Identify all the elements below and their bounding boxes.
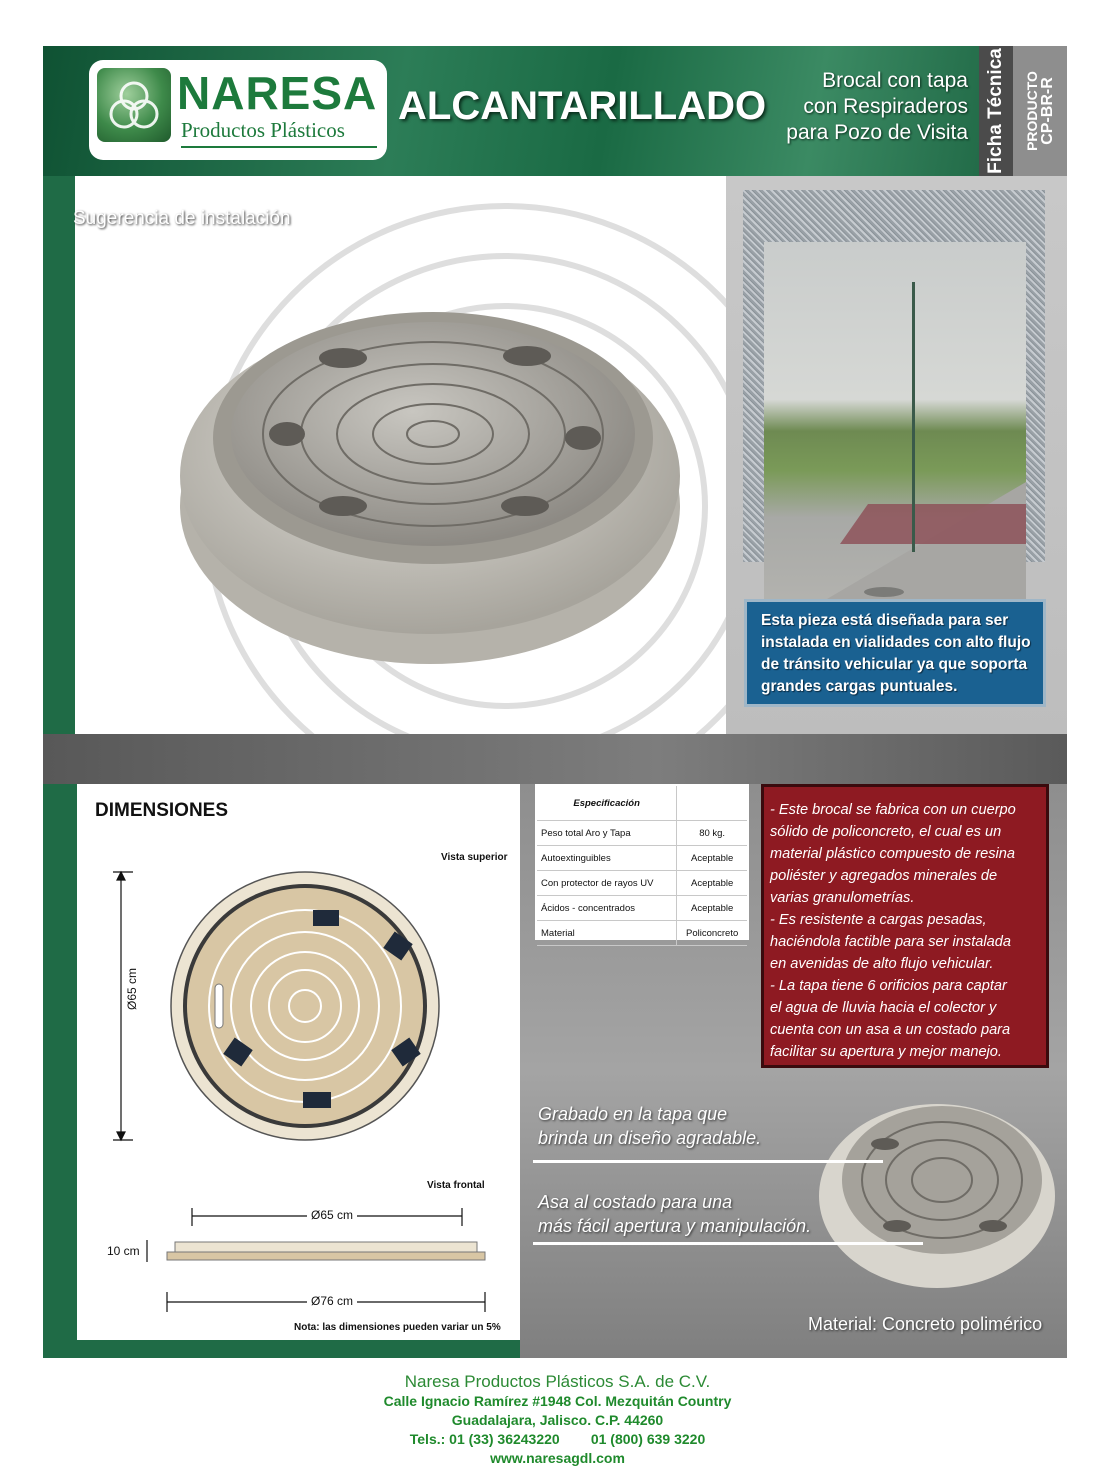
- spec-value: Aceptable: [677, 871, 747, 896]
- ficha-label: Ficha Técnica: [985, 48, 1006, 174]
- caption-line: grandes cargas puntuales.: [761, 678, 958, 695]
- company-name: Naresa Productos Plásticos S.A. de C.V.: [404, 1372, 711, 1391]
- cover-closeup-illustration: [807, 1076, 1067, 1296]
- description-line: material plástico compuesto de resina: [770, 846, 1015, 862]
- spec-label: Autoextinguibles: [537, 846, 677, 871]
- installation-photo: [764, 242, 1026, 636]
- handle-callout: [538, 1190, 811, 1238]
- caption-line: de tránsito vehicular ya que soporta: [761, 656, 1028, 673]
- table-row: [537, 921, 747, 946]
- divider-band: [43, 734, 1067, 784]
- product-title-line: para Pozo de Visita: [786, 121, 968, 144]
- engraving-line: brinda un diseño agradable.: [538, 1128, 762, 1148]
- front-view-label: Vista frontal: [427, 1180, 485, 1191]
- header-banner: [43, 46, 1067, 176]
- bike-lane: [840, 504, 1026, 544]
- category-title: ALCANTARILLADO: [398, 84, 767, 128]
- table-row: [537, 871, 747, 896]
- caption-line: instalada en vialidades con alto flujo: [761, 634, 1031, 651]
- dimensions-title: DIMENSIONES: [95, 800, 229, 821]
- description-line: en avenidas de alto flujo vehicular.: [770, 956, 994, 972]
- product-code-tab: [1013, 46, 1067, 176]
- company-city: Guadalajara, Jalisco. C.P. 44260: [451, 1412, 664, 1428]
- material-label: Material: Concreto polimérico: [808, 1314, 1043, 1334]
- spec-label: Con protector de rayos UV: [537, 871, 677, 896]
- brand-name: NARESA: [177, 67, 378, 119]
- dimensions-note: Nota: las dimensiones pueden variar un 5%: [294, 1322, 501, 1333]
- table-row: [537, 846, 747, 871]
- logo-divider: [181, 146, 377, 148]
- company-phones: Tels.: 01 (33) 36243220 01 (800) 639 3220: [409, 1431, 706, 1447]
- description-line: - Es resistente a cargas pesadas,: [770, 912, 987, 928]
- company-address: Calle Ignacio Ramírez #1948 Col. Mezquitán Country: [383, 1393, 732, 1409]
- street-pole: [912, 282, 915, 552]
- front-diameter-label: Ø65 cm: [307, 1208, 357, 1222]
- installed-manhole: [864, 587, 904, 597]
- product-title-line: Brocal con tapa: [822, 69, 968, 92]
- company-website[interactable]: www.naresagdl.com: [490, 1450, 625, 1466]
- description-line: varias granulometrías.: [770, 890, 915, 906]
- spec-label: Material: [537, 921, 677, 946]
- product-photo-area: [75, 176, 726, 734]
- installation-caption-text: [761, 610, 1037, 698]
- spec-value: Policoncreto: [677, 921, 747, 946]
- product-label: PRODUCTO: [1024, 71, 1040, 151]
- top-diameter-label: Ø65 cm: [125, 967, 140, 1011]
- spec-header: Especificación: [537, 786, 677, 821]
- description-line: cuenta con un asa a un costado para: [770, 1022, 1011, 1038]
- engraving-callout: [538, 1102, 761, 1150]
- table-row: [537, 896, 747, 921]
- description-line: - La tapa tiene 6 orificios para captar: [770, 978, 1007, 994]
- height-label: 10 cm: [107, 1244, 140, 1258]
- product-code: [1024, 71, 1056, 151]
- handle-line: más fácil apertura y manipulación.: [538, 1216, 812, 1236]
- dimensions-panel: [77, 784, 520, 1340]
- datasheet-frame: [43, 46, 1067, 1358]
- spec-label: Ácidos - concentrados: [537, 896, 677, 921]
- handle-line: Asa al costado para una: [538, 1192, 733, 1212]
- description-line: - Este brocal se fabrica con un cuerpo: [770, 802, 1016, 818]
- product-title-line: con Respiraderos: [803, 95, 968, 118]
- installation-caption: [744, 599, 1046, 707]
- spec-value: Aceptable: [677, 846, 747, 871]
- naresa-emblem-icon: [97, 68, 171, 142]
- spec-value: 80 kg.: [677, 821, 747, 846]
- dimension-drawing: [77, 784, 520, 1340]
- naresa-logo: [89, 60, 387, 160]
- top-view-label: Vista superior: [441, 852, 508, 863]
- description-line: haciéndola factible para ser instalada: [770, 934, 1011, 950]
- engraving-arrow: [533, 1160, 883, 1163]
- outer-diameter-label: Ø76 cm: [307, 1294, 357, 1308]
- engraving-line: Grabado en la tapa que: [538, 1104, 728, 1124]
- manhole-cover-illustration: [75, 176, 726, 734]
- installation-title: Sugerencia de instalación: [73, 208, 291, 229]
- spec-value: Aceptable: [677, 896, 747, 921]
- description-line: facilitar su apertura y mejor manejo.: [770, 1044, 1002, 1060]
- description-line: el agua de lluvia hacia el colector y: [770, 1000, 997, 1016]
- spec-label: Peso total Aro y Tapa: [537, 821, 677, 846]
- table-row: [537, 821, 747, 846]
- handle-arrow: [533, 1242, 923, 1245]
- ficha-tecnica-tab: [979, 46, 1013, 176]
- brand-subtitle: Productos Plásticos: [181, 118, 345, 142]
- footer: [0, 1358, 1115, 1468]
- description-box: [761, 784, 1049, 1068]
- product-code-value: CP-BR-R: [1039, 77, 1056, 145]
- spec-table: [535, 784, 749, 940]
- spec-header-blank: [677, 786, 747, 821]
- description-text: [770, 799, 1044, 1063]
- description-line: sólido de policoncreto, el cual es un: [770, 824, 1002, 840]
- description-line: poliéster y agregados minerales de: [770, 868, 998, 884]
- product-title: [743, 68, 968, 146]
- caption-line: Esta pieza está diseñada para ser: [761, 612, 1009, 629]
